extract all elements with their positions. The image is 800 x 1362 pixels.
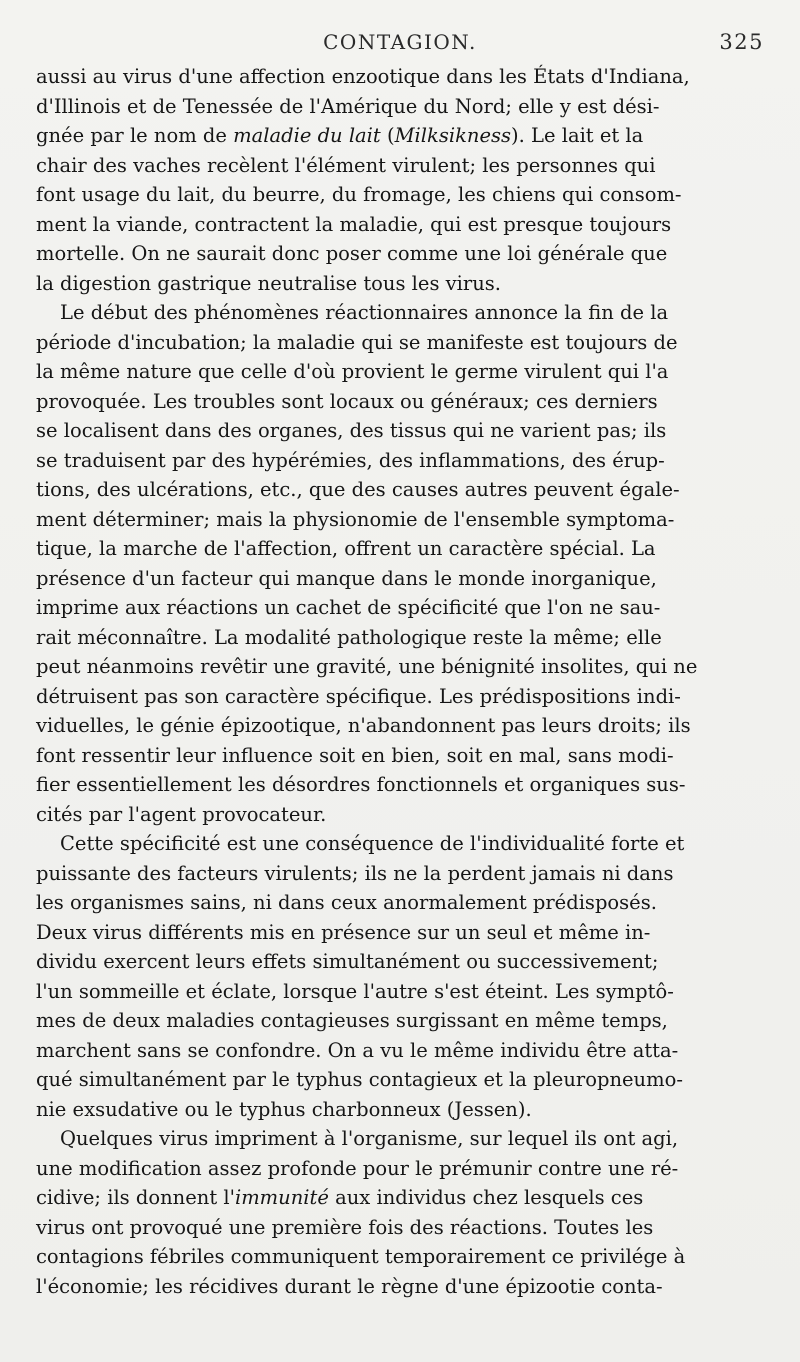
text-line: virus ont provoqué une première fois des réactions. Toutes les — [36, 1215, 654, 1239]
text-segment: ). Le lait et la — [511, 124, 644, 147]
paragraph — [36, 62, 764, 298]
text-line: provoquée. Les troubles sont locaux ou généraux; ces derniers — [36, 389, 658, 413]
body-text — [36, 62, 764, 1301]
text-line: période d'incubation; la maladie qui se manifeste est toujours de — [36, 330, 678, 354]
text-line: font ressentir leur influence soit en bien, soit en mal, sans modi- — [36, 743, 674, 767]
text-line: imprime aux réactions un cachet de spécificité que l'on ne sau- — [36, 596, 661, 619]
paragraph — [36, 1124, 764, 1301]
text-line: Deux virus différents mis en présence sur un seul et même in- — [36, 920, 651, 944]
paragraph — [36, 829, 764, 1124]
text-line: fier essentiellement les désordres fonctionnels et organiques sus- — [36, 773, 686, 796]
page-number: 325 — [719, 30, 764, 54]
text-line: dividu exercent leurs effets simultanément ou successivement; — [36, 950, 659, 973]
text-line: présence d'un facteur qui manque dans le monde inorganique, — [36, 566, 657, 590]
text-line: puissante des facteurs virulents; ils ne la perdent jamais ni dans — [36, 861, 674, 885]
text-line: d'Illinois et de Tenessée de l'Amérique du Nord; elle y est dési- — [36, 94, 660, 118]
text-segment: aux individus chez lesquels ces — [328, 1186, 644, 1209]
text-line: qué simultanément par le typhus contagieux et la pleuropneumo- — [36, 1068, 683, 1091]
text-line: tique, la marche de l'affection, offrent un caractère spécial. La — [36, 537, 656, 560]
text-line: peut néanmoins revêtir une gravité, une bénignité insolites, qui ne — [36, 655, 698, 678]
italic-text: Milksikness — [394, 124, 512, 147]
text-line: l'un sommeille et éclate, lorsque l'autre s'est éteint. Les symptô- — [36, 979, 674, 1003]
paragraph — [36, 298, 764, 829]
text-line: tions, des ulcérations, etc., que des causes autres peuvent égale- — [36, 478, 680, 501]
text-line: contagions fébriles communiquent temporairement ce privilége à — [36, 1245, 686, 1268]
running-head — [36, 26, 764, 62]
text-line: détruisent pas son caractère spécifique. Les prédispositions indi- — [36, 684, 681, 708]
text-line: ment la viande, contractent la maladie, qui est presque toujours — [36, 212, 672, 236]
text-line: aussi au virus d'une affection enzootique dans les États d'Indiana, — [36, 65, 690, 88]
text-line: nie exsudative ou le typhus charbonneux (Jessen). — [36, 1097, 532, 1121]
text-line: se localisent dans des organes, des tissus qui ne varient pas; ils — [36, 419, 667, 442]
text-line: se traduisent par des hypérémies, des inflammations, des érup- — [36, 448, 665, 472]
text-line: les organismes sains, ni dans ceux anormalement prédisposés. — [36, 891, 657, 914]
text-line: chair des vaches recèlent l'élément virulent; les personnes qui — [36, 153, 656, 177]
text-line: mes de deux maladies contagieuses surgissant en même temps, — [36, 1009, 668, 1032]
text-segment: cidive; ils donnent l' — [36, 1186, 235, 1209]
italic-text: immunité — [234, 1186, 329, 1209]
text-line: rait méconnaître. La modalité pathologique reste la même; elle — [36, 625, 662, 649]
text-segment: gnée par le nom de — [36, 124, 234, 147]
text-line: Cette spécificité est une conséquence de l'individualité forte et — [60, 832, 685, 855]
running-title: CONTAGION. — [323, 30, 477, 54]
text-line: Le début des phénomènes réactionnaires annonce la fin de la — [60, 301, 669, 324]
text-line: font usage du lait, du beurre, du fromage, les chiens qui consom- — [36, 183, 682, 206]
text-line — [36, 1183, 764, 1213]
text-line: mortelle. On ne saurait donc poser comme une loi générale que — [36, 242, 668, 265]
text-line: la même nature que celle d'où provient le germe virulent qui l'a — [36, 360, 669, 383]
italic-text: maladie du lait — [233, 124, 381, 147]
text-line — [36, 121, 764, 151]
text-line: une modification assez profonde pour le prémunir contre une ré- — [36, 1156, 679, 1180]
text-segment: ( — [380, 124, 395, 147]
text-line: marchent sans se confondre. On a vu le même individu être atta- — [36, 1038, 679, 1062]
text-line: ment déterminer; mais la physionomie de l'ensemble symptoma- — [36, 507, 675, 531]
text-line: viduelles, le génie épizootique, n'abandonnent pas leurs droits; ils — [36, 714, 691, 737]
text-line: la digestion gastrique neutralise tous les virus. — [36, 271, 501, 295]
text-line: l'économie; les récidives durant le règne d'une épizootie conta- — [36, 1274, 663, 1298]
text-line: cités par l'agent provocateur. — [36, 802, 327, 826]
text-line: Quelques virus impriment à l'organisme, sur lequel ils ont agi, — [60, 1127, 679, 1150]
